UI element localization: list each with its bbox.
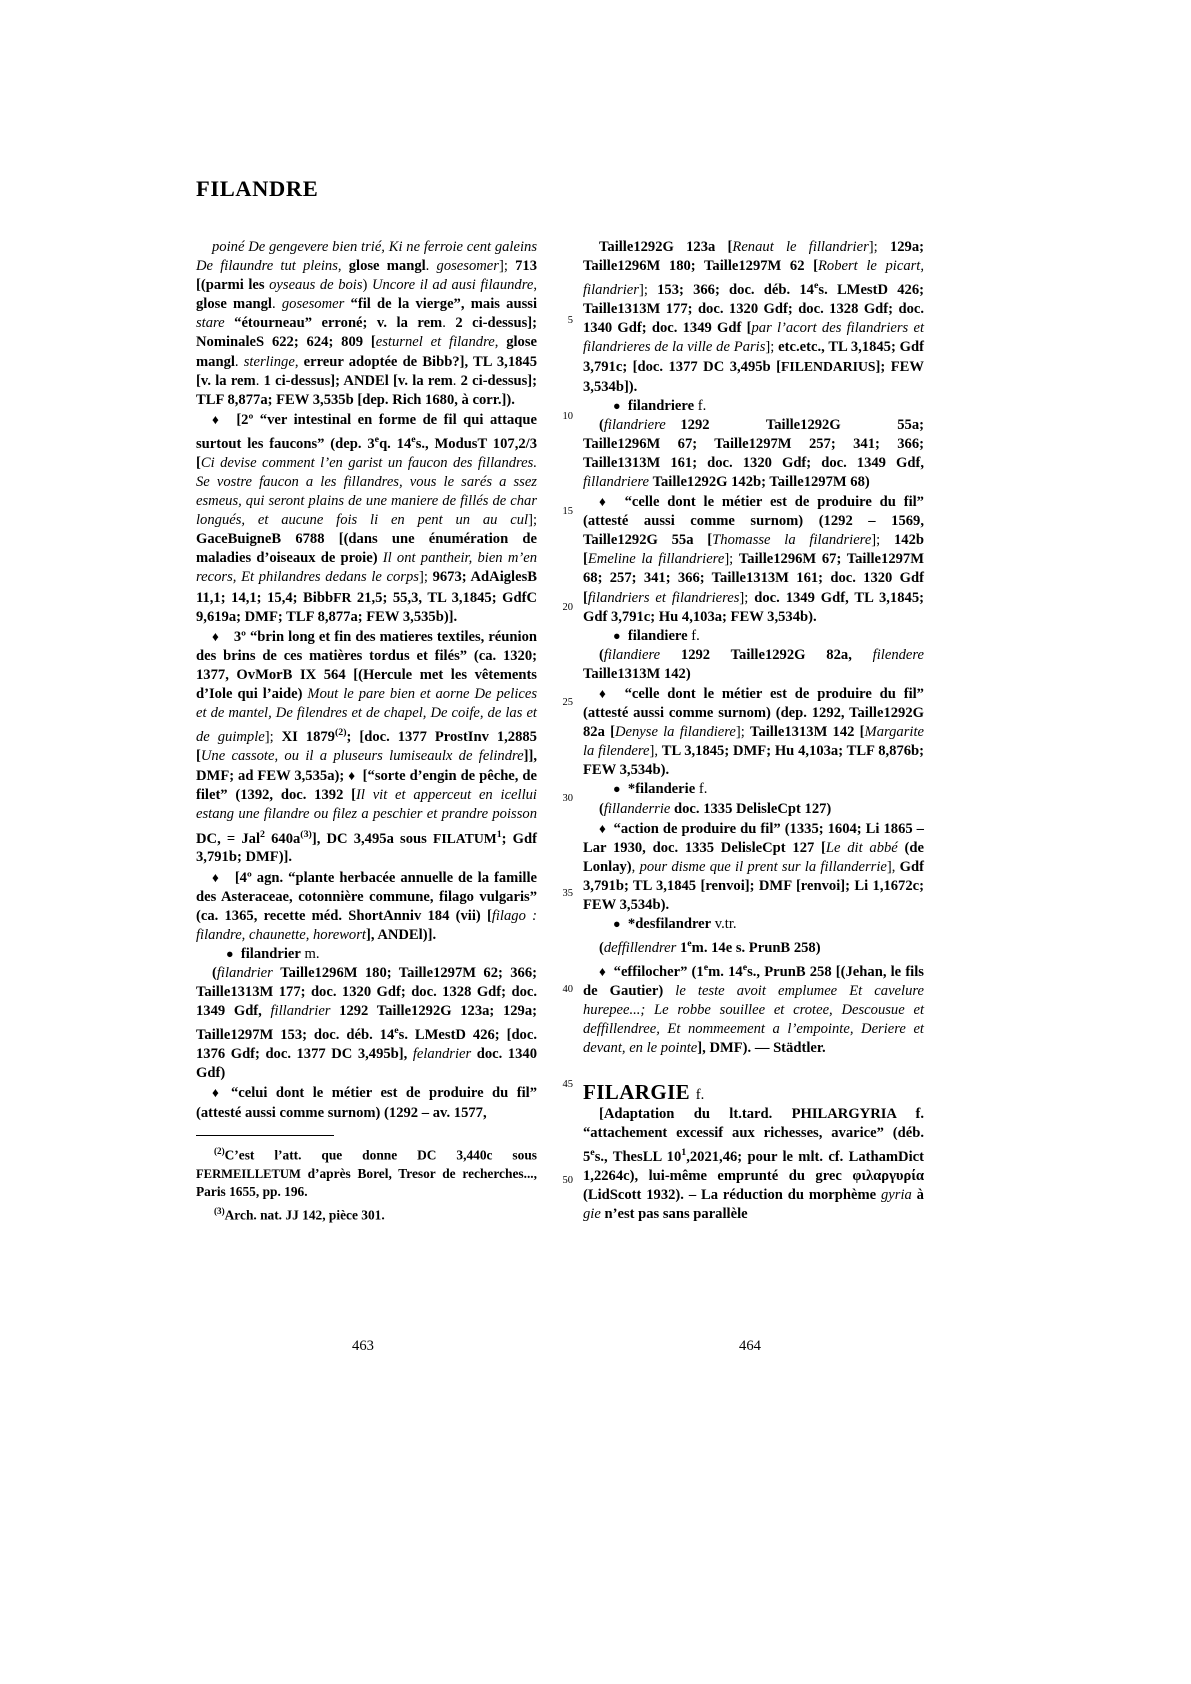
paragraph-r12: (deffillendrer 1em. 14e s. PrunB 258) bbox=[599, 938, 821, 957]
left-column bbox=[196, 238, 537, 1225]
folio-left: 463 bbox=[352, 1338, 374, 1354]
footnote-rule bbox=[196, 1135, 334, 1136]
paragraph-r3: (filandriere 1292 Taille1292G 55a; Taille1296M 67; Taille1297M 257; 341; 366; Taille1313M 161; doc. 1320 Gdf; doc. 1349 Gdf, fillandriere Taille1292G 142b; Taille1297M 68) bbox=[583, 416, 924, 490]
paragraph-r7: ♦ “celle dont le métier est de produire du fil” (attesté aussi comme surnom) (dep. 1292, Taille1292G 82a [Denyse la filandiere]; Taille1313M 142 [Margarite la filendere], TL 3,1845; DMF; Hu 4,103a; TLF 8,876b; FEW 3,534b). bbox=[583, 686, 925, 779]
paragraph-p3: ♦ 3º “brin long et fin des matieres textiles, réunion des brins de ces matières tordus et filés” (ca. 1320; 1377, OvMorB IX 564 [(Hercule met les vêtements d’Iole qui l’aide) Mout le pare bien et aorne De pelices et de mantel, De filendres et de chapel, De coife, de las et de guimple]; XI 1879$^{(2)}$; [doc. 1377 ProstInv 1,2885 [Une cassote, ou il a pluseurs lumiseaulx de felindre]], DMF; ad FEW 3,535a); ♦ [“sorte d’engin de pêche, de filet” (1392, doc. 1392 [Il vit et apperceut en icellui estang une filandre ou filez a peschier et prandre poisson DC, = Jal$^2$ $640a^{(3)}$], DC 3,495a sous FILATUM$^1$; Gdf 3,791b; DMF)]. bbox=[196, 628, 538, 866]
paragraph-r11: ● *desfilandrer v.tr. bbox=[613, 916, 737, 933]
footnote-block bbox=[196, 1142, 537, 1225]
paragraph-p1: poiné De gengevere bien trié, Ki ne ferroie cent galeins De filaundre tut pleins, glose mangl. gosesomer]; 713 [(parmi les oyseaus de bois) Uncore il ad ausi filaundre, glose mangl. gosesomer “fil de la vierge”, mais aussi stare “étourneau” erroné; v. la rem. 2 ci-dessus]; NominaleS 622; 624; 809 [esturnel et filandre, glose mangl. sterlinge, erreur adoptée de Bibb?], TL 3,1845 [v. la rem. 1 ci-dessus]; ANDEl [v. la rem. 2 ci-dessus]; TLF 8,877a; FEW 3,535b [dep. Rich 1680, à corr.]). bbox=[196, 239, 538, 408]
paragraph-r4: ♦ “celle dont le métier est de produire du fil” (attesté aussi comme surnom) (1292 – 1569, Taille1292G 55a [Thomasse la filandriere]; 142b [Emeline la fillandriere]; Taille1296M 67; Taille1297M 68; 257; 341; 366; Taille1313M 161; doc. 1320 Gdf [filandriers et filandrieres]; doc. 1349 Gdf, TL 3,1845; Gdf 3,791c; Hu 4,103a; FEW 3,534b). bbox=[583, 494, 924, 625]
line-number: 5 bbox=[567, 315, 573, 326]
paragraph-r1: Taille1292G 123a [Renaut le fillandrier]; 129a; Taille1296M 180; Taille1297M 62 [Robert le picart, filandrier]; 153; 366; doc. déb. 14es. LMestD 426; Taille1313M 177; doc. 1320 Gdf; doc. 1328 Gdf; doc. 1340 Gdf; doc. 1349 Gdf [par l’acort des filandriers et filandrieres de la ville de Paris]; etc.etc., TL 3,1845; Gdf 3,791c; [doc. 1377 DC 3,495b [FILENDARIUS]; FEW 3,534b]). bbox=[583, 239, 925, 395]
line-number: 35 bbox=[562, 888, 573, 899]
entry-headword: FILARGIE f. bbox=[583, 1079, 705, 1104]
line-number: 45 bbox=[562, 1079, 573, 1090]
line-number: 30 bbox=[562, 792, 573, 804]
footnote-fn2: $^{(2)}$C’est l’att. que donne DC 3,440c sous FERMEILLETUM d’après Borel, Tresor de recherches..., Paris 1655, pp. 196. bbox=[196, 1145, 537, 1200]
paragraph-p7: ♦ “celui dont le métier est de produire du fil” (attesté aussi comme surnom) (1292 – av. 1577, bbox=[196, 1085, 537, 1121]
paragraph-e1: [Adaptation du lt.tard. PHILARGYRIA f. “attachement excessif aux richesses, avarice” (déb. 5es., ThesLL $10^1,2021,46$; pour le mlt. cf. LathamDict 1,2264c), lui-même emprunté du grec φιλαργυρία (LidScott 1932). – La réduction du morphème gyria à gie n’est pas sans parallèle bbox=[583, 1105, 924, 1222]
paragraph-p5: ● filandrier m. bbox=[226, 945, 320, 962]
paragraph-r2: ● filandriere f. bbox=[613, 397, 707, 414]
paragraph-r9: (fillanderrie doc. 1335 DelisleCpt 127) bbox=[599, 800, 832, 817]
paragraph-r8: ● *filanderie f. bbox=[613, 781, 708, 798]
line-number: 25 bbox=[562, 697, 573, 708]
entry-body bbox=[583, 1105, 924, 1224]
paragraph-p6: (filandrier Taille1296M 180; Taille1297M 62; 366; Taille1313M 177; doc. 1320 Gdf; doc. 1328 Gdf; doc. 1349 Gdf, fillandrier 1292 Taille1292G 123a; 129a; Taille1297M 153; doc. déb. 14es. LMestD 426; [doc. 1376 Gdf; doc. 1377 DC 3,495b], felandrier doc. 1340 Gdf) bbox=[196, 965, 538, 1082]
line-number: 15 bbox=[562, 506, 573, 517]
footnote-fn3: $^{(3)}$Arch. nat. JJ 142, pièce 301. bbox=[214, 1205, 385, 1223]
paragraph-r6: (filandiere 1292 Taille1292G 82a, filendere Taille1313M 142) bbox=[583, 646, 924, 682]
running-head: FILANDRE bbox=[196, 176, 319, 201]
paragraph-p4: ♦ [4º agn. “plante herbacée annuelle de la famille des Asteraceae, cotonnière commune, filago vulgaris” (ca. 1365, recette méd. ShortAnniv 184 (vii) [filago : filandre, chaunette, horewort], ANDEl)]. bbox=[196, 869, 537, 943]
line-number: 50 bbox=[562, 1174, 573, 1186]
line-number: 40 bbox=[562, 983, 573, 995]
paragraph-r13: ♦ “effilocher” (1em. 14es., PrunB 258 [(Jehan, le fils de Gautier) le teste avoit emplumee Et cavelure hurepee...; Le robbe souillee et crotee, Descousue et deffillendree, Et nommeement a l’empointe, Deriere et devant, en le pointe], DMF). — Städtler. bbox=[583, 962, 924, 1057]
right-column-body bbox=[583, 238, 924, 1059]
folio-right: 464 bbox=[739, 1338, 761, 1354]
paragraph-r5: ● filandiere f. bbox=[613, 627, 700, 644]
left-column-body bbox=[196, 238, 537, 1123]
paragraph-r10: ♦ “action de produire du fil” (1335; 1604; Li 1865 – Lar 1930, doc. 1335 DelisleCpt 127 [Le dit abbé (de Lonlay), pour disme que il prent sur la fillanderrie], Gdf 3,791b; TL 3,1845 [renvoi]; DMF [renvoi]; Li 1,1672c; FEW 3,534b). bbox=[583, 820, 924, 914]
line-number: 20 bbox=[562, 601, 573, 613]
right-column bbox=[583, 238, 924, 1224]
line-number: 10 bbox=[562, 410, 573, 422]
paragraph-p2: ♦ [2º “ver intestinal en forme de fil qui attaque surtout les faucons” (dep. 3eq. 14es., ModusT 107,2/3 [Ci devise comment l’en garist un faucon des fillandres. Se vostre faucon a les fillandres, vous le sarés a ssez esmeus, qui seront plains de une maniere de fillés de char longués, et aucune fois li en pent un au cul]; GaceBuigneB 6788 [(dans une énumération de maladies d’oiseaux de proie) Il ont pantheir, bien m’en recors, Et philandres dedans le corps]; 9673; AdAiglesB 11,1; 14,1; 15,4; BibbFR 21,5; 55,3, TL 3,1845; GdfC 9,619a; DMF; TLF 8,877a; FEW 3,535b)]. bbox=[196, 411, 537, 625]
entry-gram: f. bbox=[695, 1086, 705, 1103]
